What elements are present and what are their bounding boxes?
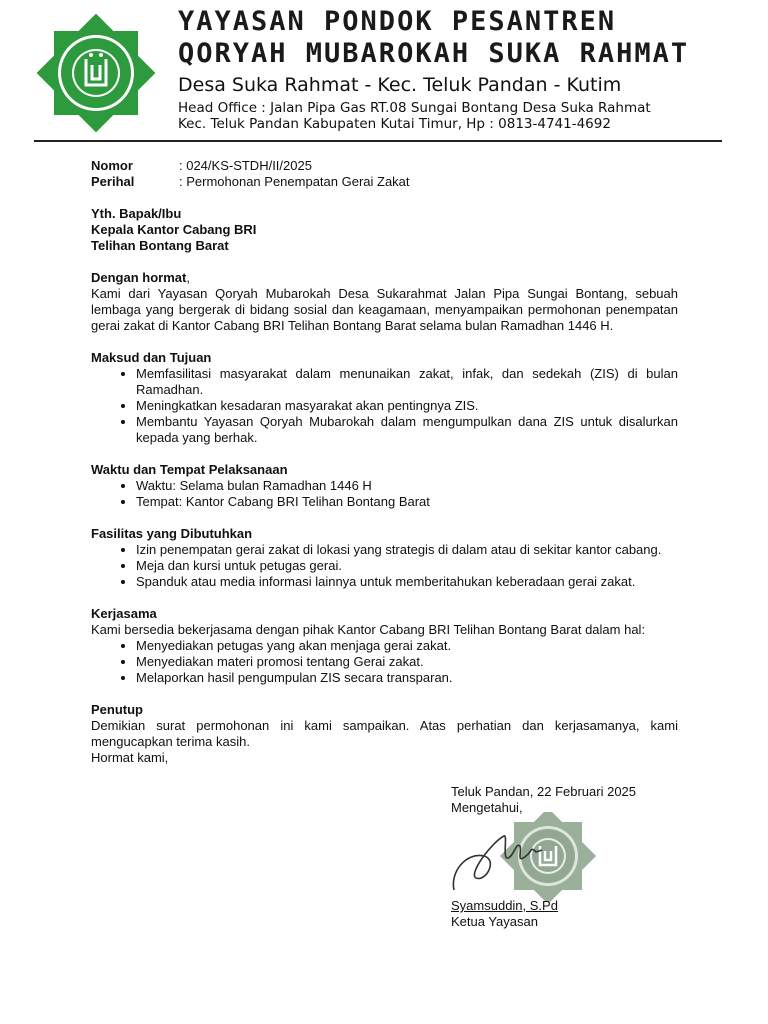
letter-body (91, 158, 678, 766)
org-location: Desa Suka Rahmat - Kec. Teluk Pandan - Kutim (178, 74, 622, 96)
meta-nomor (91, 158, 678, 174)
place-date: Teluk Pandan, 22 Februari 2025 (451, 784, 637, 799)
greeting-text: Dengan hormat (91, 270, 187, 285)
list-item: • Melaporkan hasil pengumpulan ZIS secara transparan. (136, 670, 678, 686)
foundation-logo (36, 14, 156, 132)
perihal-label: Perihal (91, 174, 135, 189)
list-item: • Tempat: Kantor Cabang BRI Telihan Bontang Barat (136, 494, 678, 510)
org-address-line2: Kec. Teluk Pandan Kabupaten Kutai Timur, Hp : 0813-4741-4692 (178, 116, 611, 132)
list-item: • Memfasilitasi masyarakat dalam menunaikan zakat, infak, dan sedekah (ZIS) di bulan Ramadhan. (136, 366, 678, 398)
waktu-heading: Waktu dan Tempat Pelaksanaan (91, 462, 288, 477)
signature-stamp (446, 812, 606, 902)
list-item: • Waktu: Selama bulan Ramadhan 1446 H (136, 478, 678, 494)
list-item: • Membantu Yayasan Qoryah Mubarokah dalam mengumpulkan dana ZIS untuk disalurkan kepada yang berhak. (136, 414, 678, 446)
waktu-list (91, 478, 678, 510)
meta-perihal (91, 174, 678, 190)
nomor-value: : 024/KS-STDH/II/2025 (179, 158, 312, 173)
greeting (91, 270, 678, 286)
nomor-label: Nomor (91, 158, 133, 173)
maksud-heading: Maksud dan Tujuan (91, 350, 212, 365)
list-item: • Meja dan kursi untuk petugas gerai. (136, 558, 678, 574)
fasilitas-heading: Fasilitas yang Dibutuhkan (91, 526, 253, 541)
penutup-paragraph: Demikian surat permohonan ini kami sampaikan. Atas perhatian dan kerjasamanya, kami mengucapkan terima kasih. (91, 718, 678, 749)
recipient-line1: Yth. Bapak/Ibu (91, 206, 182, 221)
list-item: • Menyediakan petugas yang akan menjaga gerai zakat. (136, 638, 678, 654)
recipient-line2: Kepala Kantor Cabang BRI (91, 222, 257, 237)
closing-salutation: Hormat kami, (91, 750, 169, 765)
signer-title: Ketua Yayasan (451, 914, 538, 929)
kerjasama-list (91, 638, 678, 686)
kerjasama-heading: Kerjasama (91, 606, 157, 621)
greeting-comma: , (186, 270, 190, 285)
list-item: • Menyediakan materi promosi tentang Gerai zakat. (136, 654, 678, 670)
fasilitas-list (91, 542, 678, 590)
acknowledged-label: Mengetahui, (451, 800, 523, 815)
signer-name: Syamsuddin, S.Pd (451, 898, 558, 913)
perihal-value: : Permohonan Penempatan Gerai Zakat (179, 174, 410, 189)
opening-paragraph: Kami dari Yayasan Qoryah Mubarokah Desa Sukarahmat Jalan Pipa Sungai Bontang, sebuah lembaga yang bergerak di bidang sosial dan keagamaan, menyampaikan permohonan penempatan gerai zakat di Kantor Cabang BRI Telihan Bontang Barat selama bulan Ramadhan 1446 H. (91, 286, 678, 333)
list-item: • Meningkatkan kesadaran masyarakat akan pentingnya ZIS. (136, 398, 678, 414)
org-address-line1: Head Office : Jalan Pipa Gas RT.08 Sungai Bontang Desa Suka Rahmat (178, 100, 651, 116)
letterhead-divider (34, 140, 722, 142)
penutup-heading: Penutup (91, 702, 143, 717)
maksud-list (91, 366, 678, 446)
recipient-line3: Telihan Bontang Barat (91, 238, 229, 253)
org-name-line1: YAYASAN PONDOK PESANTREN (178, 6, 617, 37)
list-item: • Izin penempatan gerai zakat di lokasi yang strategis di dalam atau di sekitar kantor cabang. (136, 542, 678, 558)
list-item: • Spanduk atau media informasi lainnya untuk memberitahukan keberadaan gerai zakat. (136, 574, 678, 590)
signer-block (451, 898, 558, 930)
org-name-line2: QORYAH MUBAROKAH SUKA RAHMAT (178, 38, 690, 69)
kerjasama-intro: Kami bersedia bekerjasama dengan pihak Kantor Cabang BRI Telihan Bontang Barat dalam hal: (91, 622, 646, 637)
